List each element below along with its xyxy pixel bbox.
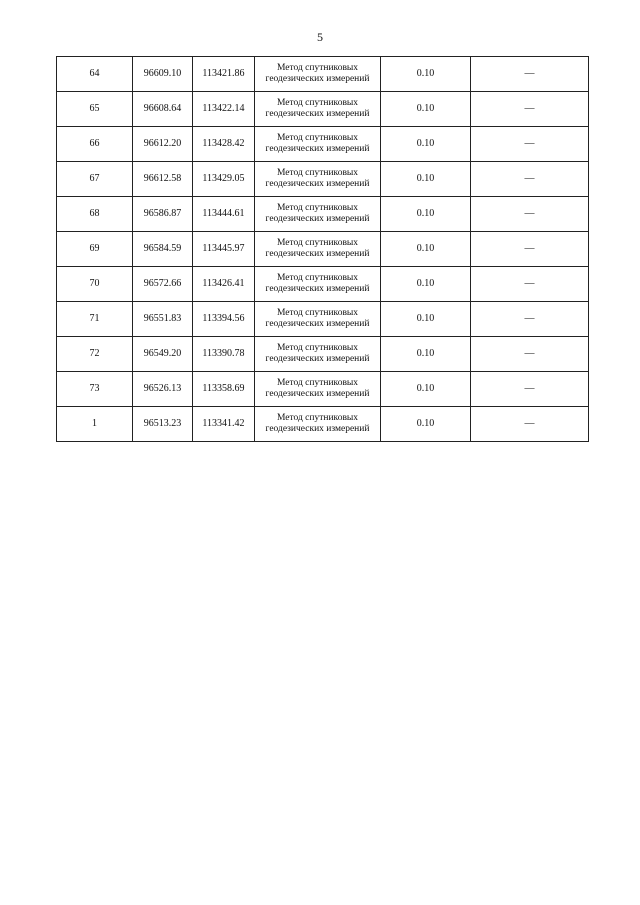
method-cell (255, 372, 381, 407)
method-line: Метод спутниковых (276, 167, 359, 178)
method-cell (255, 197, 381, 232)
x-coordinate-cell: 96612.20 (133, 127, 193, 162)
accuracy-cell: 0.10 (381, 57, 471, 92)
method-cell (255, 162, 381, 197)
page-number: 5 (317, 30, 323, 44)
description-cell: — (471, 127, 589, 162)
method-line: геодезических измерений (265, 109, 370, 119)
point-number-cell: 73 (57, 372, 133, 407)
table-row (57, 407, 589, 442)
accuracy-cell: 0.10 (381, 337, 471, 372)
table-row (57, 232, 589, 267)
description-cell: — (471, 267, 589, 302)
method-line: геодезических измерений (265, 319, 370, 329)
method-line: Метод спутниковых (276, 342, 359, 353)
accuracy-cell: 0.10 (381, 127, 471, 162)
point-number-cell: 65 (57, 92, 133, 127)
method-cell (255, 267, 381, 302)
accuracy-cell: 0.10 (381, 162, 471, 197)
accuracy-cell: 0.10 (381, 267, 471, 302)
point-number-cell: 70 (57, 267, 133, 302)
x-coordinate-cell: 96586.87 (133, 197, 193, 232)
method-line: геодезических измерений (265, 179, 370, 189)
accuracy-cell: 0.10 (381, 92, 471, 127)
method-line: Метод спутниковых (276, 307, 359, 318)
table-row (57, 57, 589, 92)
method-cell (255, 302, 381, 337)
description-cell: — (471, 57, 589, 92)
description-cell: — (471, 92, 589, 127)
accuracy-cell: 0.10 (381, 407, 471, 442)
table-row (57, 197, 589, 232)
method-cell (255, 127, 381, 162)
method-cell (255, 337, 381, 372)
accuracy-cell: 0.10 (381, 232, 471, 267)
method-line: Метод спутниковых (276, 97, 359, 108)
y-coordinate-cell: 113428.42 (193, 127, 255, 162)
method-line: геодезических измерений (265, 249, 370, 259)
method-line: геодезических измерений (265, 74, 370, 84)
y-coordinate-cell: 113429.05 (193, 162, 255, 197)
table-row (57, 372, 589, 407)
x-coordinate-cell: 96551.83 (133, 302, 193, 337)
point-number-cell: 64 (57, 57, 133, 92)
description-cell: — (471, 337, 589, 372)
description-cell: — (471, 232, 589, 267)
method-line: Метод спутниковых (276, 202, 359, 213)
method-line: Метод спутниковых (276, 272, 359, 283)
point-number-cell: 68 (57, 197, 133, 232)
y-coordinate-cell: 113394.56 (193, 302, 255, 337)
y-coordinate-cell: 113341.42 (193, 407, 255, 442)
x-coordinate-cell: 96513.23 (133, 407, 193, 442)
x-coordinate-cell: 96584.59 (133, 232, 193, 267)
accuracy-cell: 0.10 (381, 197, 471, 232)
method-line: Метод спутниковых (276, 62, 359, 73)
method-line: геодезических измерений (265, 144, 370, 154)
x-coordinate-cell: 96608.64 (133, 92, 193, 127)
x-coordinate-cell: 96526.13 (133, 372, 193, 407)
method-cell (255, 92, 381, 127)
y-coordinate-cell: 113421.86 (193, 57, 255, 92)
y-coordinate-cell: 113445.97 (193, 232, 255, 267)
coordinates-table-body (57, 57, 589, 442)
method-line: геодезических измерений (265, 284, 370, 294)
table-row (57, 162, 589, 197)
method-cell (255, 232, 381, 267)
point-number-cell: 66 (57, 127, 133, 162)
method-line: Метод спутниковых (276, 377, 359, 388)
x-coordinate-cell: 96609.10 (133, 57, 193, 92)
method-cell (255, 57, 381, 92)
point-number-cell: 1 (57, 407, 133, 442)
description-cell: — (471, 197, 589, 232)
x-coordinate-cell: 96549.20 (133, 337, 193, 372)
x-coordinate-cell: 96572.66 (133, 267, 193, 302)
method-line: геодезических измерений (265, 354, 370, 364)
accuracy-cell: 0.10 (381, 302, 471, 337)
method-line: Метод спутниковых (276, 237, 359, 248)
accuracy-cell: 0.10 (381, 372, 471, 407)
coordinates-table (56, 56, 589, 442)
method-line: геодезических измерений (265, 389, 370, 399)
description-cell: — (471, 302, 589, 337)
y-coordinate-cell: 113426.41 (193, 267, 255, 302)
description-cell: — (471, 162, 589, 197)
y-coordinate-cell: 113422.14 (193, 92, 255, 127)
method-line: Метод спутниковых (276, 132, 359, 143)
table-row (57, 127, 589, 162)
description-cell: — (471, 407, 589, 442)
method-line: геодезических измерений (265, 424, 370, 434)
method-line: Метод спутниковых (276, 412, 359, 423)
y-coordinate-cell: 113390.78 (193, 337, 255, 372)
y-coordinate-cell: 113444.61 (193, 197, 255, 232)
table-row (57, 267, 589, 302)
method-line: геодезических измерений (265, 214, 370, 224)
table-row (57, 302, 589, 337)
method-cell (255, 407, 381, 442)
x-coordinate-cell: 96612.58 (133, 162, 193, 197)
y-coordinate-cell: 113358.69 (193, 372, 255, 407)
point-number-cell: 71 (57, 302, 133, 337)
point-number-cell: 69 (57, 232, 133, 267)
table-row (57, 337, 589, 372)
description-cell: — (471, 372, 589, 407)
point-number-cell: 72 (57, 337, 133, 372)
table-row (57, 92, 589, 127)
point-number-cell: 67 (57, 162, 133, 197)
